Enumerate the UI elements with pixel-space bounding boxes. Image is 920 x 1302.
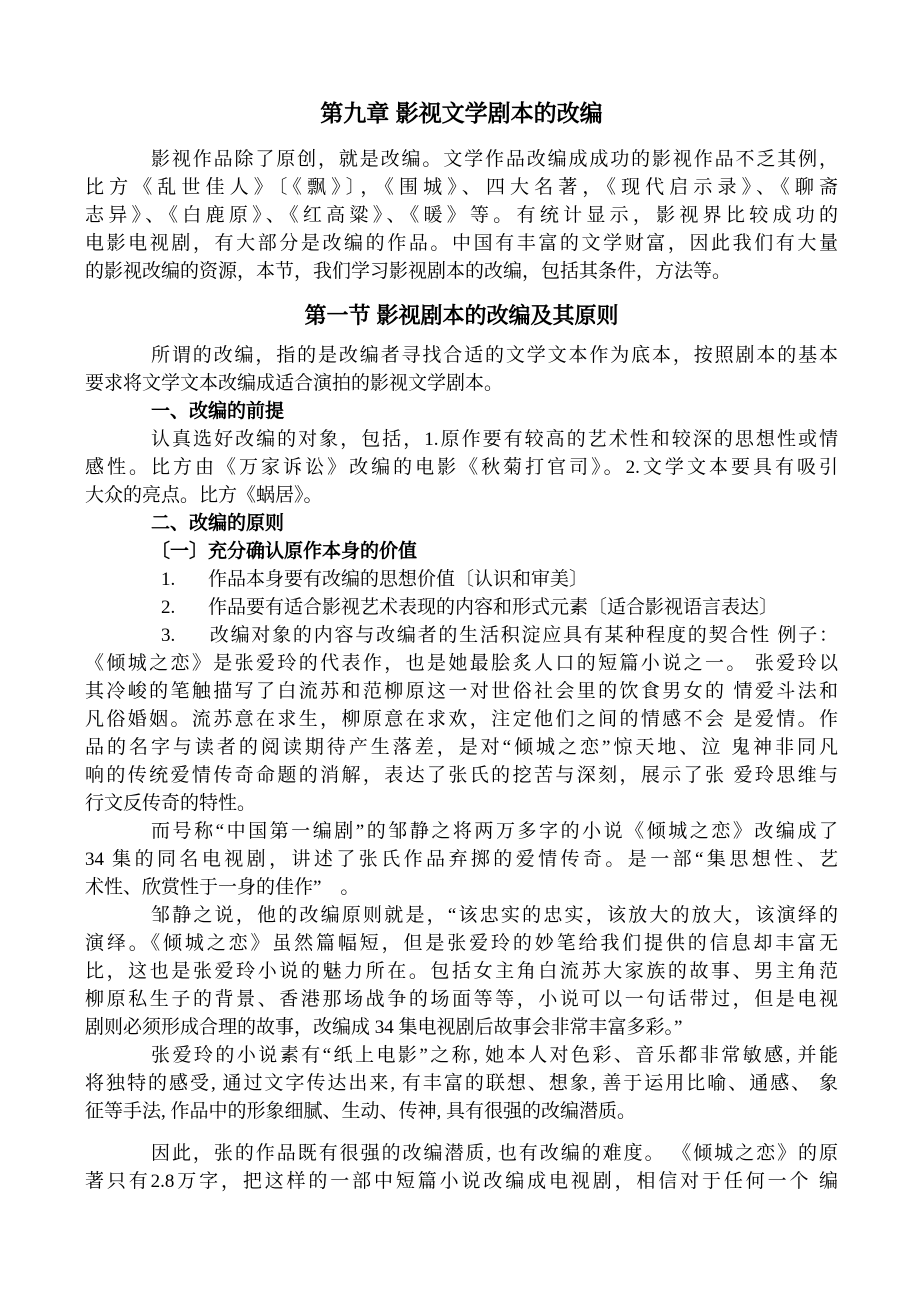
- list-item-text: 作品要有适合影视艺术表现的内容和形式元素〔适合影视语言表达〕: [208, 597, 779, 618]
- paragraph-spacer: [85, 1126, 838, 1140]
- text-line: 影视作品除了原创，就是改编。文学作品改编成成功的影视作品不乏其例，: [151, 149, 838, 170]
- text-line: 行文反传奇的特性。: [85, 793, 257, 814]
- text-line: 感性。比方由《万家诉讼》改编的电影《秋菊打官司》。2.文学文本要具有吸引: [85, 457, 838, 478]
- list-item-text: 改编对象的内容与改编者的生活积淀应具有某种程度的契合性 例子：: [208, 625, 838, 646]
- chapter-title: 第九章 影视文学剧本的改编: [320, 100, 603, 126]
- text-line: 比，这也是张爱玲小说的魅力所在。包括女主角白流苏大家族的故事、男主角范: [85, 961, 838, 982]
- heading-line: 一、改编的前提: [151, 401, 285, 422]
- list-number: 3.: [161, 625, 176, 646]
- list-item-text: 作品本身要有改编的思想价值〔认识和审美〕: [208, 569, 589, 590]
- text-line: 志异》、《白鹿原》、《红高粱》、《暖》等。有统计显示，影视界比较成功的: [85, 205, 838, 226]
- text-line: 34 集的同名电视剧，讲述了张氏作品弃掷的爱情传奇。是一部“集思想性、艺: [85, 849, 838, 870]
- list-number: 2.: [161, 597, 176, 618]
- text-line: 凡俗婚姻。流苏意在求生，柳原意在求欢，注定他们之间的情感不会 是爱情。作: [85, 709, 838, 730]
- list-item-line: [85, 594, 838, 622]
- section-title: 第一节 影视剧本的改编及其原则: [304, 303, 619, 328]
- text-line: 大众的亮点。比方《蜗居》。: [85, 485, 323, 506]
- document-content: [85, 96, 838, 1196]
- text-line: 要求将文学文本改编成适合演拍的影视文学剧本。: [85, 373, 504, 394]
- list-item-line: [85, 566, 838, 594]
- list-number: 1.: [161, 569, 176, 590]
- list-item-line: [85, 622, 838, 650]
- text-line: 因此，张的作品既有很强的改编潜质, 也有改编的难度。 《倾城之恋》的原: [151, 1143, 838, 1164]
- text-line: 张爱玲的小说素有“纸上电影”之称, 她本人对色彩、音乐都非常敏感, 并能: [151, 1045, 838, 1066]
- text-line: 的影视改编的资源，本节，我们学习影视剧本的改编，包括其条件，方法等。: [85, 261, 732, 282]
- text-line: 比方《乱世佳人》〔《飘》〕，《围城》、四大名著，《现代启示录》、《聊斋: [85, 177, 838, 198]
- text-line: 邹静之说，他的改编原则就是，“该忠实的忠实，该放大的放大，该演绎的: [151, 905, 838, 926]
- text-line: 其冷峻的笔触描写了白流苏和范柳原这一对世俗社会里的饮食男女的 情爱斗法和: [85, 681, 838, 702]
- text-line: 而号称“中国第一编剧”的邹静之将两万多字的小说《倾城之恋》改编成了: [151, 821, 838, 842]
- text-line: 品的名字与读者的阅读期待产生落差，是对“倾城之恋”惊天地、泣 鬼神非同凡: [85, 737, 838, 758]
- text-line: 所谓的改编，指的是改编者寻找合适的文学文本作为底本，按照剧本的基本: [151, 345, 838, 366]
- text-line: 电影电视剧，有大部分是改编的作品。中国有丰富的文学财富，因此我们有大量: [85, 233, 838, 254]
- text-line: 著只有2.8万字，把这样的一部中短篇小说改编成电视剧，相信对于任何一个 编: [85, 1171, 838, 1192]
- heading-line: 〔一〕充分确认原作本身的价值: [151, 541, 418, 562]
- text-line: 《倾城之恋》是张爱玲的代表作，也是她最脍炙人口的短篇小说之一。 张爱玲以: [85, 653, 838, 674]
- text-line: 认真选好改编的对象，包括，1.原作要有较高的艺术性和较深的思想性或情: [151, 429, 838, 450]
- text-line: 响的传统爱情传奇命题的消解，表达了张氏的挖苦与深刻，展示了张 爱玲思维与: [85, 765, 838, 786]
- text-line: 术性、欣赏性于一身的佳作” 。: [85, 877, 360, 898]
- heading-line: 二、改编的原则: [151, 513, 285, 534]
- text-line: 剧则必须形成合理的故事，改编成 34 集电视剧后故事会非常丰富多彩。”: [85, 1017, 683, 1038]
- text-line: 柳原私生子的背景、香港那场战争的场面等等，小说可以一句话带过，但是电视: [85, 989, 838, 1010]
- text-line: 将独特的感受, 通过文字传达出来, 有丰富的联想、想象, 善于运用比喻、通感、 象: [85, 1073, 838, 1094]
- text-line: 演绎。《倾城之恋》虽然篇幅短，但是张爱玲的妙笔给我们提供的信息却丰富无: [85, 933, 838, 954]
- text-line: 征等手法, 作品中的形象细腻、生动、传神, 具有很强的改编潜质。: [85, 1101, 637, 1122]
